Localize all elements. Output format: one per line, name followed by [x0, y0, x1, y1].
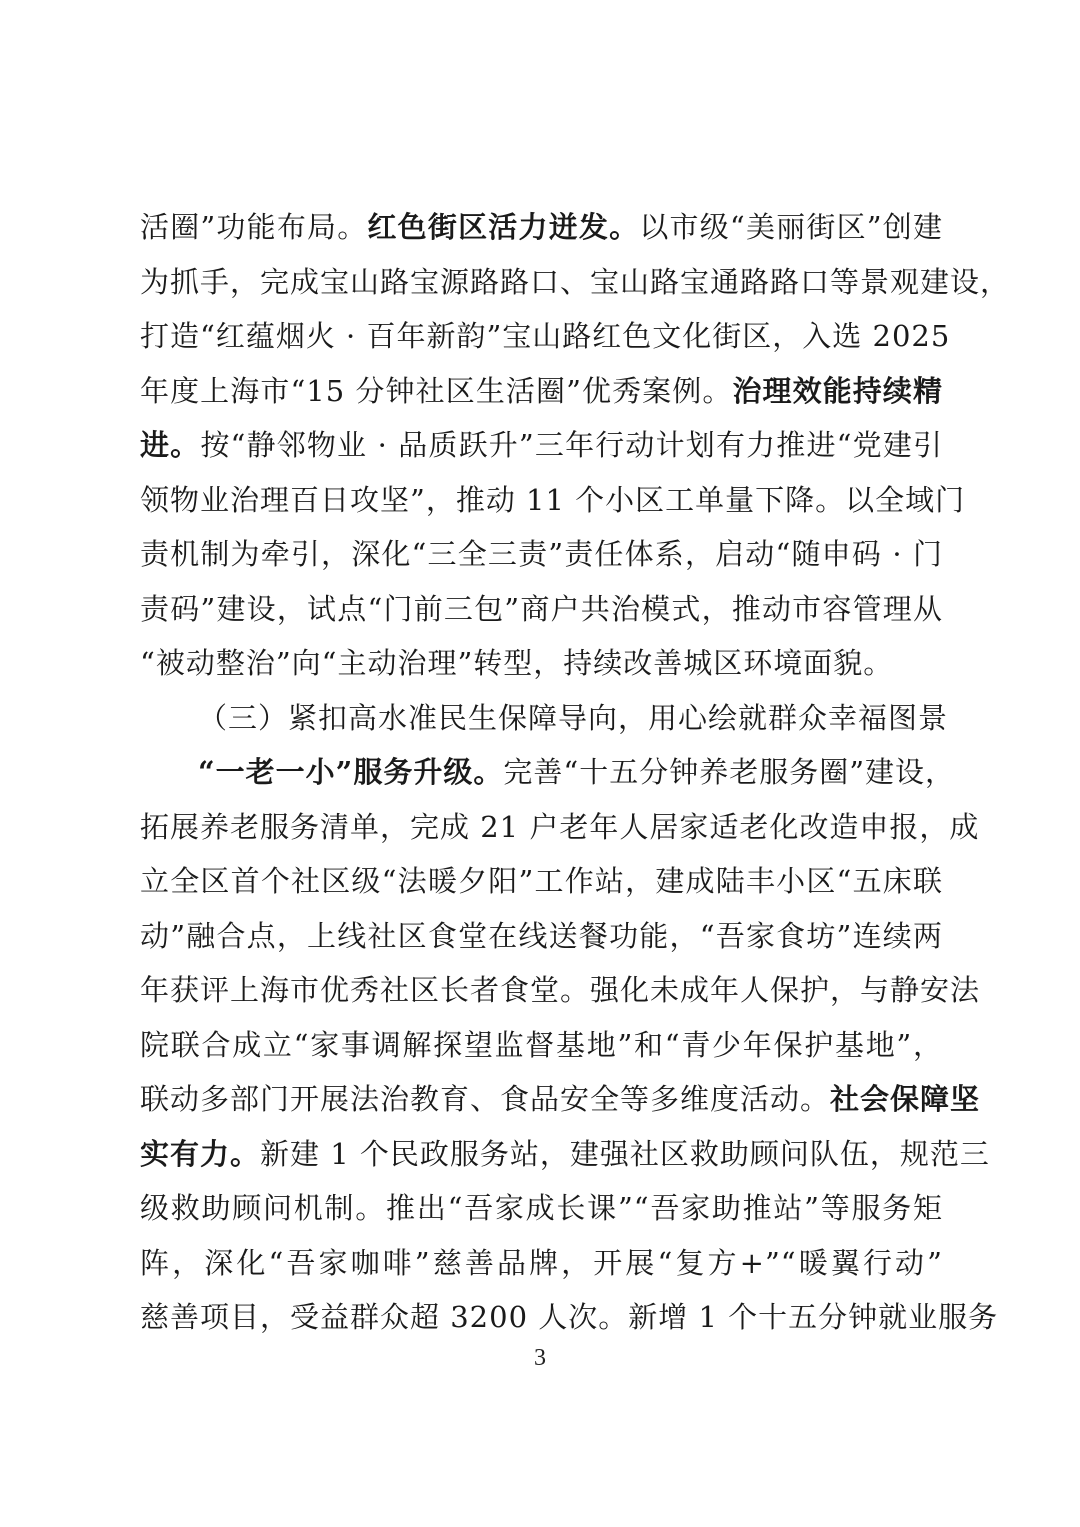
body-text: 慈善项目，受益群众超 3200 人次。新增 1 个十五分钟就业服务 — [140, 1300, 999, 1334]
body-text: 联动多部门开展法治教育、食品安全等多维度活动。 — [140, 1082, 831, 1116]
text-line — [140, 745, 956, 800]
text-line — [140, 527, 943, 582]
bold-heading-text: “一老一小”服务升级。 — [198, 755, 504, 789]
body-text: 级救助顾问机制。推出“吾家成长课”“吾家助推站”等服务矩 — [140, 1191, 943, 1225]
text-line — [140, 854, 943, 909]
bold-heading-text: 实有力。 — [140, 1136, 261, 1171]
text-line — [140, 418, 943, 473]
page-number: 3 — [534, 1345, 546, 1371]
body-text: （三）紧扣高水准民生保障导向，用心绘就群众幸福图景 — [198, 700, 949, 735]
body-text: 责机制为牵引，深化“三全三责”责任体系，启动“随申码 · 门 — [140, 537, 943, 571]
bold-heading-text: 治理效能持续精 — [732, 373, 943, 408]
body-text: 阵，深化“吾家咖啡”慈善品牌，开展“复方+”“暖翼行动” — [140, 1245, 943, 1280]
body-text: 以市级“美丽街区”创建 — [639, 210, 944, 244]
bold-heading-text: 社会保障坚 — [830, 1082, 981, 1116]
body-text: 完善“十五分钟养老服务圈”建设， — [503, 755, 956, 789]
body-text: 年度上海市“15 分钟社区生活圈”优秀案例。 — [140, 373, 733, 408]
body-text: 立全区首个社区级“法暖夕阳”工作站，建成陆丰小区“五床联 — [140, 864, 943, 898]
text-line — [140, 200, 943, 255]
body-text: 活圈”功能布局。 — [140, 210, 368, 244]
text-line — [140, 364, 943, 419]
body-text: 按“静邻物业 · 品质跃升”三年行动计划有力推进“党建引 — [200, 428, 943, 462]
text-line — [140, 909, 943, 964]
text-line — [140, 1072, 981, 1127]
text-line — [140, 1236, 943, 1291]
body-text: 新建 1 个民政服务站，建强社区救助顾问队伍，规范三 — [260, 1136, 990, 1171]
text-line — [140, 255, 1011, 310]
text-line — [140, 1181, 943, 1236]
text-line — [140, 691, 949, 746]
body-text: 年获评上海市优秀社区长者食堂。强化未成年人保护，与静安法 — [140, 973, 981, 1007]
body-text: 院联合成立“家事调解探望监督基地”和“青少年保护基地”， — [140, 1027, 943, 1062]
body-text: 打造“红蕴烟火 · 百年新韵”宝山路红色文化街区，入选 2025 — [140, 319, 951, 353]
body-text: 为抓手，完成宝山路宝源路路口、宝山路宝通路路口等景观建设， — [140, 264, 1011, 299]
body-text: 责码”建设，试点“门前三包”商户共治模式，推动市容管理从 — [140, 591, 943, 626]
text-line — [140, 1127, 990, 1182]
body-text: 领物业治理百日攻坚”，推动 11 个小区工单量下降。以全域门 — [140, 482, 966, 517]
text-line — [140, 473, 966, 528]
body-text: 拓展养老服务清单，完成 21 户老年人居家适老化改造申报，成 — [140, 809, 980, 844]
text-line — [140, 1290, 999, 1345]
bold-heading-text: 红色街区活力迸发。 — [367, 210, 640, 244]
body-text: “被动整治”向“主动治理”转型，持续改善城区环境面貌。 — [140, 646, 894, 680]
bold-heading-text: 进。 — [140, 428, 201, 462]
text-line — [140, 636, 943, 691]
text-line — [140, 1018, 943, 1073]
text-line — [140, 582, 943, 637]
document-body — [140, 200, 1011, 1345]
text-line — [140, 963, 981, 1018]
text-line — [140, 800, 980, 855]
body-text: 动”融合点，上线社区食堂在线送餐功能，“吾家食坊”连续两 — [140, 918, 943, 953]
text-line — [140, 309, 951, 364]
